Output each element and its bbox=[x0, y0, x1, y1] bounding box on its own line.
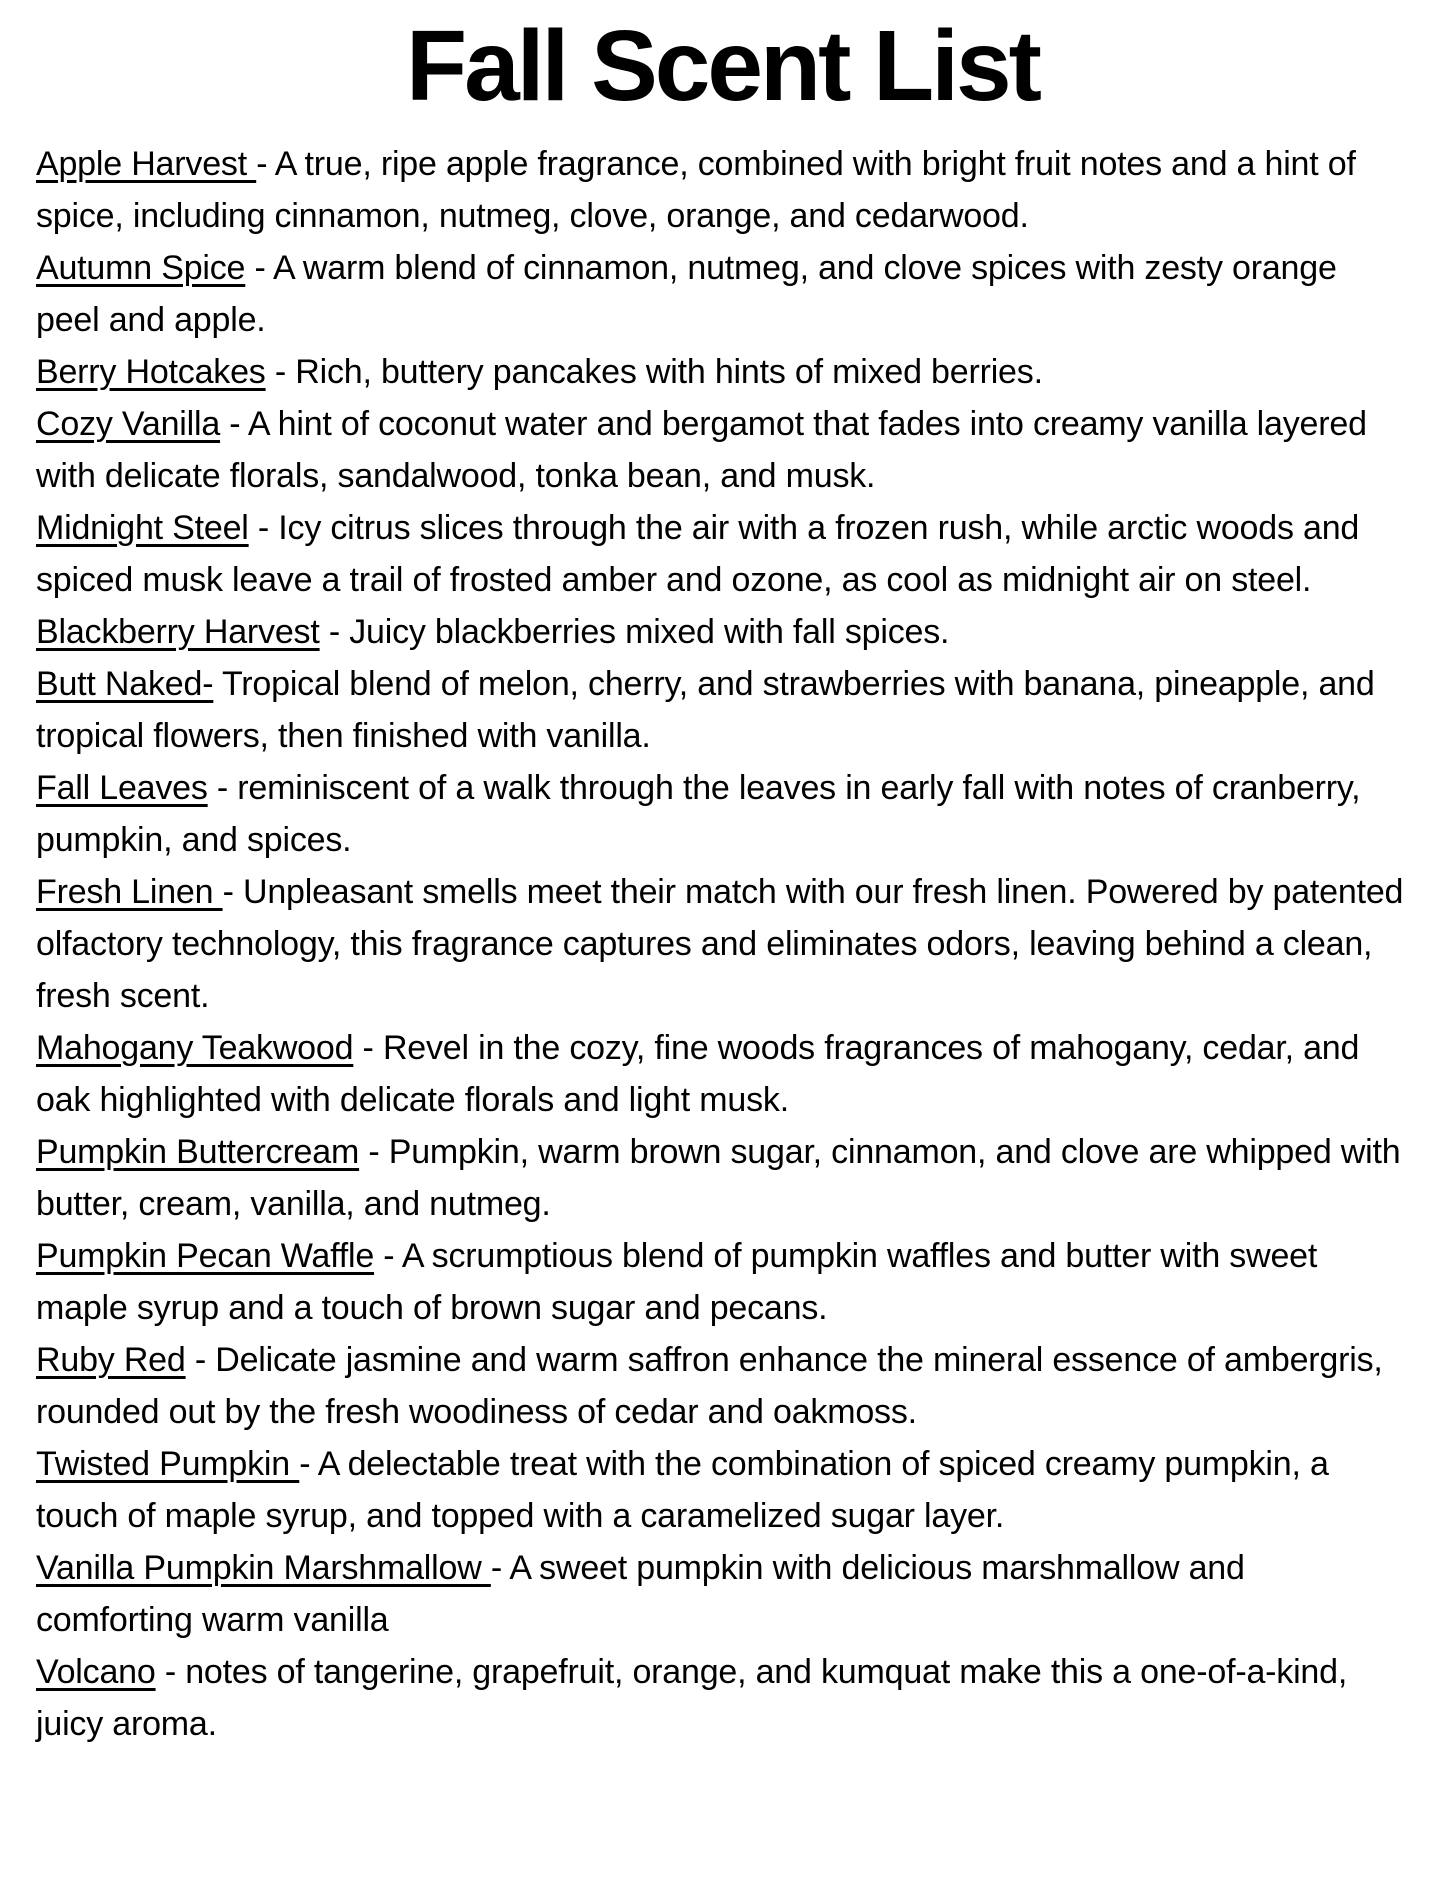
scent-list bbox=[36, 138, 1409, 1750]
scent-description: A true, ripe apple fragrance, combined with bright fruit notes and a hint of spice, including cinnamon, nutmeg, clove, orange, and cedarwood. bbox=[36, 145, 1356, 235]
scent-description: Rich, buttery pancakes with hints of mixed berries. bbox=[295, 353, 1043, 391]
separator: - bbox=[245, 249, 274, 287]
separator: - bbox=[155, 1653, 186, 1691]
scent-description: A warm blend of cinnamon, nutmeg, and clove spices with zesty orange peel and apple. bbox=[36, 249, 1337, 339]
scent-entry bbox=[36, 762, 1409, 866]
separator: - bbox=[207, 769, 238, 807]
scent-description: A hint of coconut water and bergamot that fades into creamy vanilla layered with delicate florals, sandalwood, tonka bean, and musk. bbox=[36, 405, 1367, 495]
scent-entry bbox=[36, 1438, 1409, 1542]
scent-name: Mahogany Teakwood bbox=[36, 1029, 354, 1067]
scent-description: notes of tangerine, grapefruit, orange, and kumquat make this a one-of-a-kind, juicy aroma. bbox=[36, 1653, 1348, 1743]
scent-name: Apple Harvest bbox=[36, 145, 257, 183]
scent-entry bbox=[36, 1542, 1409, 1646]
scent-name: Blackberry Harvest bbox=[36, 613, 320, 651]
scent-name: Butt Naked- bbox=[36, 665, 214, 703]
separator: - bbox=[256, 145, 275, 183]
scent-name: Pumpkin Pecan Waffle bbox=[36, 1237, 375, 1275]
scent-entry bbox=[36, 1230, 1409, 1334]
scent-description: Delicate jasmine and warm saffron enhance the mineral essence of ambergris, rounded out by the fresh woodiness of cedar and oakmoss. bbox=[36, 1341, 1383, 1431]
scent-description: A scrumptious blend of pumpkin waffles and butter with sweet maple syrup and a touch of brown sugar and pecans. bbox=[36, 1237, 1318, 1327]
scent-description: A sweet pumpkin with delicious marshmallow and comforting warm vanilla bbox=[36, 1549, 1245, 1639]
scent-description: Juicy blackberries mixed with fall spices. bbox=[349, 613, 950, 651]
separator: - bbox=[374, 1237, 402, 1275]
separator: - bbox=[222, 873, 243, 911]
scent-name: Cozy Vanilla bbox=[36, 405, 221, 443]
scent-name: Midnight Steel bbox=[36, 509, 249, 547]
separator: - bbox=[353, 1029, 383, 1067]
scent-name: Volcano bbox=[36, 1653, 156, 1691]
scent-description: Pumpkin, warm brown sugar, cinnamon, and clove are whipped with butter, cream, vanilla, and nutmeg. bbox=[36, 1133, 1401, 1223]
scent-name: Pumpkin Buttercream bbox=[36, 1133, 360, 1171]
scent-entry bbox=[36, 502, 1409, 606]
separator: - bbox=[248, 509, 279, 547]
scent-name: Fresh Linen bbox=[36, 873, 223, 911]
scent-description: Unpleasant smells meet their match with our fresh linen. Powered by patented olfactory technology, this fragrance captures and eliminates odors, leaving behind a clean, fresh scent. bbox=[36, 873, 1404, 1015]
scent-entry bbox=[36, 398, 1409, 502]
scent-entry bbox=[36, 606, 1409, 658]
scent-name: Fall Leaves bbox=[36, 769, 208, 807]
scent-entry bbox=[36, 1126, 1409, 1230]
scent-description: Revel in the cozy, fine woods fragrances of mahogany, cedar, and oak highlighted with delicate florals and light musk. bbox=[36, 1029, 1360, 1119]
scent-entry bbox=[36, 1022, 1409, 1126]
separator: - bbox=[490, 1549, 510, 1587]
scent-entry bbox=[36, 866, 1409, 1022]
scent-entry bbox=[36, 1334, 1409, 1438]
scent-name: Autumn Spice bbox=[36, 249, 246, 287]
page-title: Fall Scent List bbox=[406, 10, 1039, 122]
scent-entry bbox=[36, 242, 1409, 346]
separator: - bbox=[265, 353, 296, 391]
scent-entry bbox=[36, 1646, 1409, 1750]
scent-name: Vanilla Pumpkin Marshmallow bbox=[36, 1549, 491, 1587]
scent-entry bbox=[36, 138, 1409, 242]
separator: - bbox=[319, 613, 350, 651]
scent-entry bbox=[36, 658, 1409, 762]
scent-description: Tropical blend of melon, cherry, and strawberries with banana, pineapple, and tropical flowers, then finished with vanilla. bbox=[36, 665, 1375, 755]
scent-name: Twisted Pumpkin bbox=[36, 1445, 300, 1483]
separator: - bbox=[220, 405, 248, 443]
scent-name: Ruby Red bbox=[36, 1341, 186, 1379]
scent-entry bbox=[36, 346, 1409, 398]
scent-description: Icy citrus slices through the air with a frozen rush, while arctic woods and spiced musk leave a trail of frosted amber and ozone, as cool as midnight air on steel. bbox=[36, 509, 1360, 599]
separator: - bbox=[299, 1445, 318, 1483]
separator: - bbox=[359, 1133, 389, 1171]
scent-name: Berry Hotcakes bbox=[36, 353, 266, 391]
scent-description: reminiscent of a walk through the leaves in early fall with notes of cranberry, pumpkin, and spices. bbox=[36, 769, 1361, 859]
separator bbox=[213, 665, 222, 703]
page bbox=[0, 10, 1445, 1774]
scent-description: A delectable treat with the combination of spiced creamy pumpkin, a touch of maple syrup, and topped with a caramelized sugar layer. bbox=[36, 1445, 1329, 1535]
separator: - bbox=[185, 1341, 216, 1379]
